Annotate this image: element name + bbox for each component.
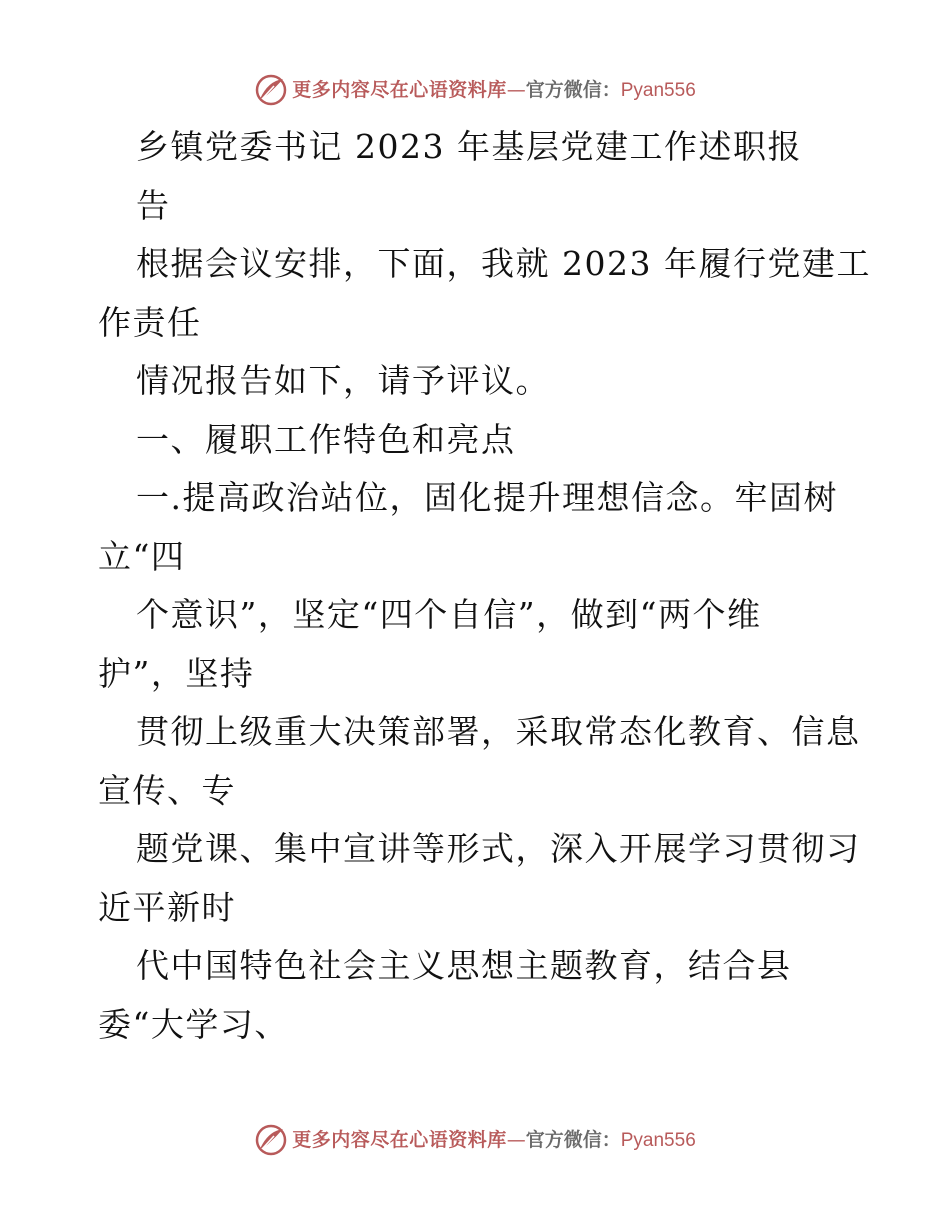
paragraph-line: 宣传、专 (98, 770, 236, 810)
watermark-sub-text: 官方微信： (525, 1128, 621, 1151)
document-body (98, 118, 888, 1054)
watermark-wechat-id: Pyan556 (620, 1129, 696, 1151)
watermark-wechat-id: Pyan556 (620, 79, 696, 101)
paragraph-line: 贯彻上级重大决策部署，采取常态化教育、信息 (136, 712, 861, 751)
watermark-main-text: 更多内容尽在心语资料库 (292, 1128, 507, 1151)
paragraph-line: 委“大学习、 (98, 1004, 289, 1044)
paragraph-line: 个意识”，坚定“四个自信”，做到“两个维 (136, 595, 762, 634)
watermark-dash: — (506, 1128, 526, 1151)
paragraph-line: 立“四 (98, 536, 186, 576)
pen-in-circle-icon (254, 1123, 288, 1157)
watermark-footer (0, 1120, 950, 1160)
document-title-line-2: 告 (136, 185, 171, 225)
section-heading: 一、履职工作特色和亮点 (136, 419, 516, 459)
paragraph-line: 一.提高政治站位，固化提升理想信念。牢固树 (136, 478, 838, 517)
paragraph-line: 护”，坚持 (98, 653, 255, 693)
paragraph-line: 根据会议安排，下面，我就 2023 年履行党建工 (136, 244, 871, 283)
watermark-dash: — (506, 78, 526, 101)
watermark-sub-text: 官方微信： (525, 78, 621, 101)
watermark-header (0, 70, 950, 110)
paragraph-line: 题党课、集中宣讲等形式，深入开展学习贯彻习 (136, 829, 861, 868)
watermark-main-text: 更多内容尽在心语资料库 (292, 78, 507, 101)
document-title-line-1: 乡镇党委书记 2023 年基层党建工作述职报 (136, 127, 802, 166)
paragraph-line: 作责任 (98, 302, 202, 342)
paragraph-line: 情况报告如下，请予评议。 (136, 361, 550, 400)
paragraph-line: 代中国特色社会主义思想主题教育，结合县 (136, 946, 792, 985)
paragraph-line: 近平新时 (98, 887, 236, 927)
pen-in-circle-icon (254, 73, 288, 107)
